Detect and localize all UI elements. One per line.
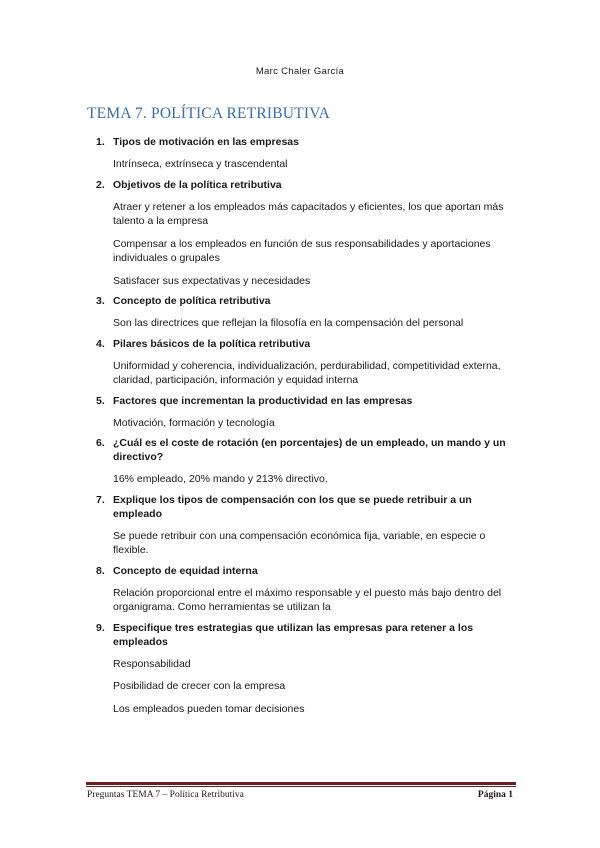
question-number: 3. (96, 295, 105, 307)
answer-text: Atraer y retener a los empleados más capacitados y eficientes, los que aportan más talento a la empresa (113, 200, 504, 227)
page-number: Página 1 (477, 790, 513, 800)
answer-text: 16% empleado, 20% mando y 213% directivo. (113, 473, 328, 485)
header-author: Marc Chaler García (255, 66, 345, 77)
question-number: 1. (96, 136, 105, 148)
question-text: Tipos de motivación en las empresas (113, 136, 299, 148)
question-text: ¿Cuál es el coste de rotación (en porcentajes) de un empleado, un mando y un directivo? (113, 437, 506, 463)
answer-text: Intrínseca, extrínseca y trascendental (113, 158, 288, 170)
answer-text: Satisfacer sus expectativas y necesidades (113, 274, 311, 287)
question-item (0, 394, 600, 431)
question-number: 7. (96, 493, 105, 506)
question-text: Concepto de política retributiva (113, 295, 271, 307)
question-item (0, 178, 600, 289)
question-item (0, 294, 600, 331)
footer-divider (86, 782, 516, 785)
question-item (0, 564, 600, 615)
question-text: Explique los tipos de compensación con los que se puede retribuir a un empleado (113, 493, 472, 520)
question-item (0, 493, 600, 558)
answer-text: Compensar a los empleados en función de sus responsabilidades y aportaciones individuales o grupales (113, 237, 491, 264)
question-item (0, 436, 600, 487)
footer-divider-thin (86, 786, 516, 787)
answer-text: Relación proporcional entre el máximo responsable y el puesto más bajo dentro del organigrama. Como herramientas se utilizan la (113, 586, 502, 613)
question-text: Objetivos de la política retributiva (113, 178, 282, 191)
answer-text: Motivación, formación y tecnología (113, 416, 275, 429)
answer-text: Se puede retribuir con una compensación económica fija, variable, en especie o flexible. (113, 529, 486, 556)
answer-text: Posibilidad de crecer con la empresa (113, 680, 286, 692)
question-text: Concepto de equidad interna (113, 564, 258, 577)
answer-text: Uniformidad y coherencia, individualización, perdurabilidad, competitividad externa, claridad, participación, información y equidad interna (113, 359, 501, 386)
answer-text: Los empleados pueden tomar decisiones (113, 702, 305, 715)
question-text: Factores que incrementan la productividad en las empresas (113, 394, 413, 407)
question-item (0, 135, 600, 172)
question-text: Especifique tres estrategias que utilizan las empresas para retener a los empleados (113, 621, 474, 648)
question-text: Pilares básicos de la política retributiva (113, 337, 311, 350)
question-number: 2. (96, 178, 105, 191)
question-list (0, 135, 600, 722)
question-number: 5. (96, 394, 105, 407)
question-number: 4. (96, 337, 105, 350)
answer-text: Responsabilidad (113, 657, 191, 670)
answer-text: Son las directrices que reflejan la filosofía en la compensación del personal (113, 317, 464, 329)
page-title: TEMA 7. POLÍTICA RETRIBUTIVA (87, 105, 330, 122)
footer-title: Preguntas TEMA 7 – Política Retributiva (87, 790, 244, 800)
question-item (0, 621, 600, 717)
question-number: 6. (96, 437, 105, 449)
question-number: 9. (96, 621, 105, 634)
question-number: 8. (96, 564, 105, 577)
question-item (0, 337, 600, 388)
